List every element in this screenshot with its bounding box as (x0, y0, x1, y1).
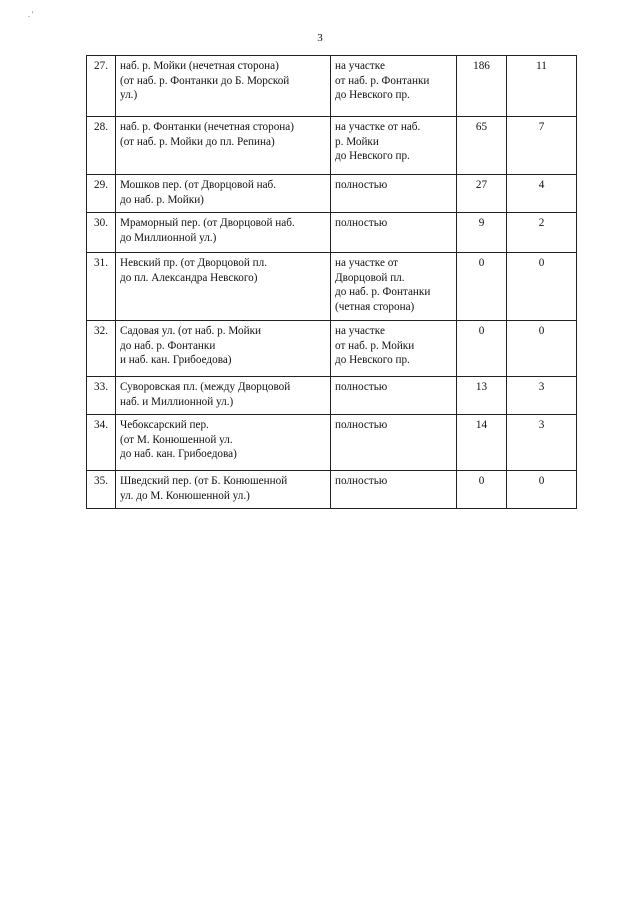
row-number-cell (87, 56, 116, 117)
value-count-1-cell (457, 253, 507, 321)
street-name-cell (116, 471, 331, 509)
street-section: полностью (335, 475, 388, 487)
row-number: 33. (94, 381, 108, 393)
street-section-cell (331, 377, 457, 415)
value-count-1-cell (457, 213, 507, 253)
street-name: Мошков пер. (от Дворцовой наб. до наб. р. Мойки) (120, 179, 277, 206)
table-row (87, 253, 577, 321)
row-number: 28. (94, 121, 108, 133)
value-count-2-cell (507, 253, 577, 321)
table-row (87, 377, 577, 415)
row-number-cell (87, 321, 116, 377)
value-count-1: 0 (478, 475, 485, 487)
row-number: 34. (94, 419, 108, 431)
street-name: Шведский пер. (от Б. Конюшенной ул. до М. Конюшенной ул.) (120, 475, 288, 502)
value-count-2-cell (507, 471, 577, 509)
street-name-cell (116, 56, 331, 117)
row-number-cell (87, 175, 116, 213)
street-name: наб. р. Фонтанки (нечетная сторона) (от наб. р. Мойки до пл. Репина) (120, 121, 294, 148)
value-count-2: 4 (538, 179, 545, 191)
row-number-cell (87, 213, 116, 253)
table-row (87, 415, 577, 471)
value-count-1-cell (457, 321, 507, 377)
value-count-1: 0 (478, 325, 485, 337)
row-number: 32. (94, 325, 108, 337)
page-number: 3 (317, 32, 323, 44)
value-count-2-cell (507, 175, 577, 213)
value-count-2-cell (507, 415, 577, 471)
value-count-2: 2 (538, 217, 545, 229)
street-section-cell (331, 471, 457, 509)
street-section-cell (331, 56, 457, 117)
street-name: Суворовская пл. (между Дворцовой наб. и Миллионной ул.) (120, 381, 291, 408)
value-count-2: 0 (538, 325, 545, 337)
row-number: 31. (94, 257, 108, 269)
street-section: на участке от наб. р. Фонтанки до Невского пр. (335, 60, 430, 101)
street-name: Невский пр. (от Дворцовой пл. до пл. Александра Невского) (120, 257, 268, 284)
street-name: Мраморный пер. (от Дворцовой наб. до Миллионной ул.) (120, 217, 295, 244)
value-count-1: 14 (475, 419, 488, 431)
value-count-1: 27 (475, 179, 488, 191)
street-name-cell (116, 175, 331, 213)
value-count-2: 7 (538, 121, 545, 133)
row-number-cell (87, 471, 116, 509)
street-name-cell (116, 415, 331, 471)
row-number-cell (87, 415, 116, 471)
value-count-2: 3 (538, 381, 545, 393)
value-count-1: 65 (475, 121, 488, 133)
street-section-cell (331, 321, 457, 377)
value-count-1-cell (457, 117, 507, 175)
street-section: полностью (335, 179, 388, 191)
street-section-cell (331, 415, 457, 471)
value-count-2-cell (507, 213, 577, 253)
scan-specks: . ' (28, 10, 34, 19)
table-row (87, 56, 577, 117)
street-name: наб. р. Мойки (нечетная сторона) (от наб. р. Фонтанки до Б. Морской ул.) (120, 60, 290, 101)
value-count-2: 0 (538, 257, 545, 269)
streets-table (86, 55, 577, 509)
value-count-2-cell (507, 321, 577, 377)
street-section: полностью (335, 217, 388, 229)
table-body (87, 56, 577, 509)
row-number-cell (87, 377, 116, 415)
value-count-2-cell (507, 117, 577, 175)
street-section: полностью (335, 381, 388, 393)
value-count-1-cell (457, 175, 507, 213)
row-number: 35. (94, 475, 108, 487)
value-count-1-cell (457, 377, 507, 415)
table-row (87, 175, 577, 213)
street-name: Садовая ул. (от наб. р. Мойки до наб. р. Фонтанки и наб. кан. Грибоедова) (120, 325, 261, 366)
value-count-1: 0 (478, 257, 485, 269)
street-name-cell (116, 253, 331, 321)
street-name-cell (116, 321, 331, 377)
row-number: 27. (94, 60, 108, 72)
table-row (87, 321, 577, 377)
street-name-cell (116, 117, 331, 175)
value-count-2-cell (507, 56, 577, 117)
value-count-2-cell (507, 377, 577, 415)
row-number: 30. (94, 217, 108, 229)
street-name-cell (116, 377, 331, 415)
street-section-cell (331, 175, 457, 213)
street-section-cell (331, 117, 457, 175)
value-count-1-cell (457, 471, 507, 509)
value-count-1: 13 (475, 381, 488, 393)
value-count-2: 3 (538, 419, 545, 431)
table-row (87, 471, 577, 509)
street-section-cell (331, 253, 457, 321)
value-count-1: 9 (478, 217, 485, 229)
row-number-cell (87, 117, 116, 175)
row-number-cell (87, 253, 116, 321)
street-section: полностью (335, 419, 388, 431)
street-name-cell (116, 213, 331, 253)
street-name: Чебоксарский пер. (от М. Конюшенной ул. до наб. кан. Грибоедова) (120, 419, 237, 460)
street-section-cell (331, 213, 457, 253)
value-count-1-cell (457, 56, 507, 117)
table-row (87, 117, 577, 175)
value-count-1-cell (457, 415, 507, 471)
street-section: на участке от наб. р. Мойки до Невского пр. (335, 121, 421, 162)
row-number: 29. (94, 179, 108, 191)
street-section: на участке от наб. р. Мойки до Невского пр. (335, 325, 415, 366)
value-count-2: 11 (536, 60, 547, 72)
table-row (87, 213, 577, 253)
value-count-1: 186 (473, 60, 490, 72)
value-count-2: 0 (538, 475, 545, 487)
street-section: на участке от Дворцовой пл. до наб. р. Фонтанки (четная сторона) (335, 257, 431, 313)
